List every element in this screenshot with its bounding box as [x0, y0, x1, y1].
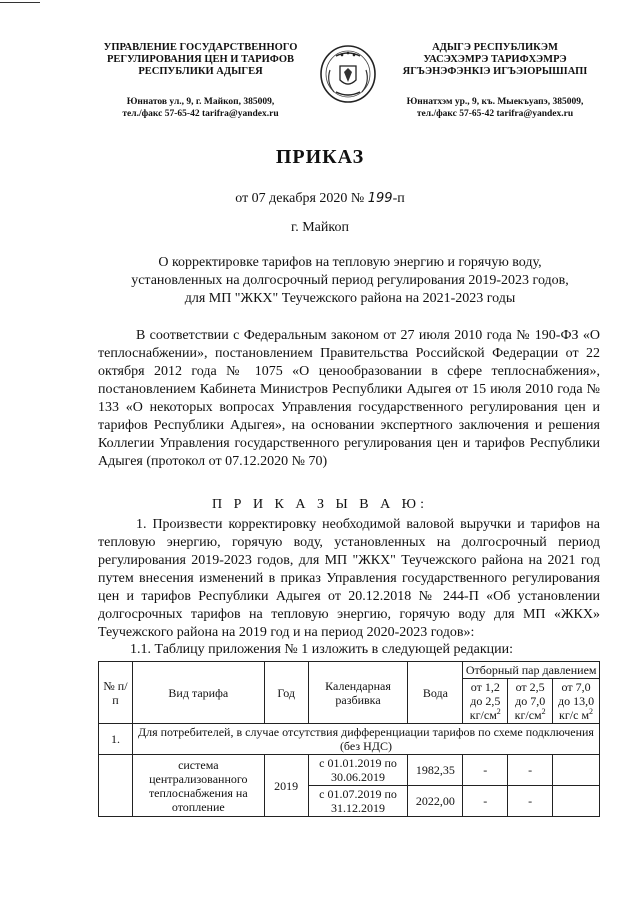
- document-title: ПРИКАЗ: [275, 146, 365, 168]
- superscript: 2: [496, 707, 501, 716]
- header-steam-2-5: [508, 679, 553, 724]
- row-steam-3: [553, 755, 600, 786]
- header-year: Год: [264, 662, 308, 724]
- address-line: Юннатхэм ур., 9, къ. Мыекъуапэ, 385009,: [406, 97, 584, 107]
- header-steam-7-label: от 7,0 до 13,0 кг/с м: [557, 680, 595, 722]
- issuer-name-russian: [88, 42, 313, 78]
- superscript: 2: [541, 707, 546, 716]
- issuer-name-adyghe: [380, 42, 610, 78]
- order-subject: [100, 254, 600, 308]
- header-steam-2-5-label: от 2,5 до 7,0 кг/см: [514, 680, 546, 722]
- corner-mark: [0, 2, 40, 3]
- issuer-line: УАСЭХЭМРЭ ТАРИФХЭМРЭ: [423, 54, 567, 65]
- contact-line: тел./факс 57-65-42 tarifra@yandex.ru: [416, 109, 574, 119]
- coat-of-arms-icon: [316, 42, 380, 104]
- row-tariff-label: система централизованного теплоснабжения на отопление: [132, 755, 264, 817]
- order-date: от 07 декабря 2020 №: [235, 191, 365, 206]
- header-steam-7: [553, 679, 600, 724]
- table-section-row: [99, 724, 600, 755]
- row-steam-2: -: [508, 786, 553, 817]
- issuer-line: АДЫГЭ РЕСПУБЛИКЭМ: [432, 42, 558, 53]
- section-num: 1.: [99, 724, 133, 755]
- contact-line: тел./факс 57-65-42 tarifra@yandex.ru: [122, 109, 279, 119]
- header-tariff-type: Вид тарифа: [132, 662, 264, 724]
- issuer-line: УПРАВЛЕНИЕ ГОСУДАРСТВЕННОГО: [103, 42, 298, 53]
- section-text: Для потребителей, в случае отсутствия дифференциации тарифов по схеме подключения (без НДС): [132, 724, 599, 755]
- order-number-suffix: -п: [392, 191, 405, 206]
- item-1-1-paragraph: 1.1. Таблицу приложения № 1 изложить в следующей редакции:: [130, 642, 514, 657]
- header-steam-1-2-label: от 1,2 до 2,5 кг/см: [469, 680, 501, 722]
- row-steam-3: [553, 786, 600, 817]
- table-row: [99, 755, 600, 786]
- order-number-handwritten: 199: [367, 191, 393, 206]
- issuer-line: РЕГУЛИРОВАНИЯ ЦЕН И ТАРИФОВ: [106, 54, 295, 65]
- header-water: Вода: [408, 662, 463, 724]
- address-line: Юннатов ул., 9, г. Майкоп, 385009,: [126, 97, 275, 107]
- orders-heading: П Р И К А З Ы В А Ю:: [212, 497, 428, 512]
- row-period: с 01.01.2019 по 30.06.2019: [308, 755, 408, 786]
- row-water: 2022,00: [408, 786, 463, 817]
- row-num: [99, 755, 133, 817]
- superscript: 2: [589, 707, 594, 716]
- subject-line: О корректировке тарифов на тепловую энергию и горячую воду,: [158, 255, 542, 270]
- issuer-address-adyghe: [378, 96, 612, 120]
- row-steam-1: -: [463, 786, 508, 817]
- row-year: 2019: [264, 755, 308, 817]
- subject-line: установленных на долгосрочный период регулирования 2019-2023 годов,: [131, 273, 569, 288]
- row-period: с 01.07.2019 по 31.12.2019: [308, 786, 408, 817]
- header-steam-group: Отборный пар давлением: [463, 662, 600, 679]
- row-water: 1982,35: [408, 755, 463, 786]
- subject-line: для МП "ЖКХ" Теучежского района на 2021-2023 годы: [184, 291, 516, 306]
- issuer-line: РЕСПУБЛИКИ АДЫГЕЯ: [138, 66, 263, 77]
- issuer-address-russian: [88, 96, 313, 120]
- tariff-table: [98, 661, 600, 817]
- header-period: Календарная разбивка: [308, 662, 408, 724]
- city: г. Майкоп: [291, 220, 349, 235]
- header-steam-1-2: [463, 679, 508, 724]
- preamble-paragraph: В соответствии с Федеральным законом от 27 июля 2010 года № 190-ФЗ «О теплоснабжении», постановлением Правительства Российской Федерации от 22 октября 2012 года № 1075 «О ценообразовании в сфере теплоснабжения», постановлением Кабинета Министров Республики Адыгея от 15 июля 2010 года № 133 «О некоторых вопросах Управления государственного регулирования цен и тарифов Республики Адыгея», на основании экспертного заключения и решения Коллегии Управления государственного регулирования цен и тарифов Республики Адыгея (протокол от 07.12.2020 № 70): [98, 328, 600, 469]
- table-header-row: [99, 662, 600, 679]
- order-date-line: [0, 191, 640, 207]
- item-1-paragraph: 1. Произвести корректировку необходимой валовой выручки и тарифов на тепловую энергию, горячую воду, установленных на долгосрочный период регулирования 2019-2023 годов, для МП "ЖКХ" Теучежского района на 2021 год путем внесения изменений в приказ Управления государственного регулирования цен и тарифов Республики Адыгея от 20.12.2018 № 244-П «Об установлении долгосрочных тарифов на тепловую энергию, горячую воду для МП «ЖКХ» Теучежского района на 2019 год и на период 2020-2023 годов»:: [98, 517, 600, 640]
- header-num: № п/п: [99, 662, 133, 724]
- row-steam-2: -: [508, 755, 553, 786]
- row-steam-1: -: [463, 755, 508, 786]
- issuer-line: ЯГЪЭНЭФЭНКIЭ ИГЪЭIОРЫШIАПI: [402, 66, 588, 77]
